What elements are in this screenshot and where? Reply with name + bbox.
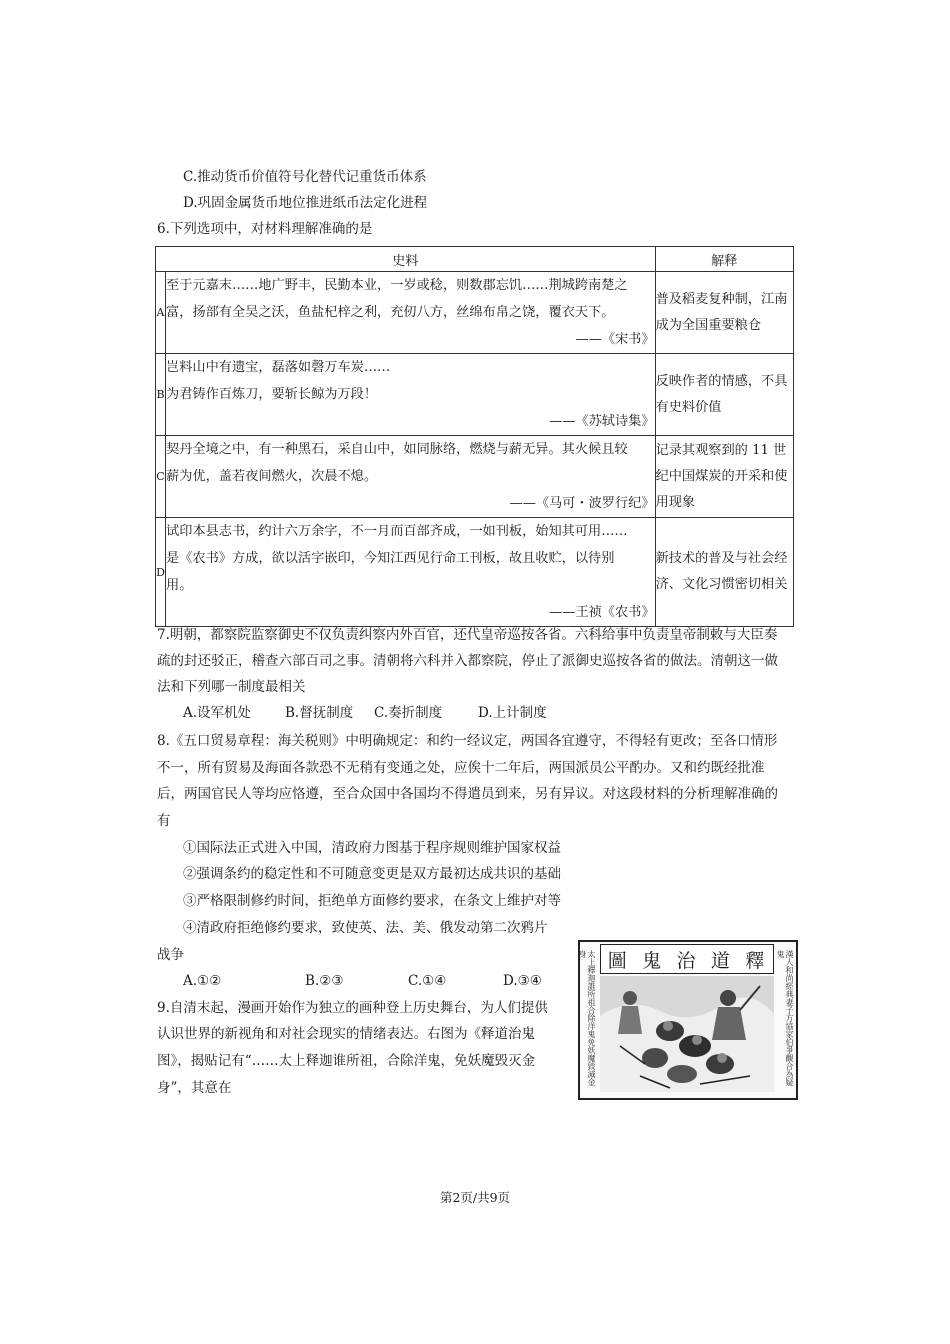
- q9-line: 身”，其意在: [157, 1080, 232, 1096]
- row-source: [166, 354, 656, 436]
- q8-line: 有: [157, 813, 171, 829]
- table-row-a: [156, 272, 794, 354]
- q7-option-d: D.上计制度: [478, 705, 547, 721]
- q8-option-a: A.①②: [183, 973, 222, 989]
- q8-statement-cont: 战争: [157, 947, 184, 963]
- header-source: 史料: [156, 247, 656, 272]
- figure-right-caption: 漢人和尚經典妻子方協家伯爭觀合為疑鬼: [776, 950, 794, 1086]
- q8-line: 不一，所有贸易及海面各款恐不无稍有变通之处，应俟十二年后，两国派员公平酌办。又和约既经批准: [157, 760, 765, 776]
- source-line: 试印本县志书，约计六万余字，不一月而百部齐成，一如刊板，始知其可用……: [166, 524, 628, 539]
- page-number: 第2页/共9页: [439, 1190, 511, 1205]
- q5-option-d: D.巩固金属货币地位推进纸币法定化进程: [183, 195, 428, 211]
- explain-line: 普及稻麦复种制，江南: [655, 291, 788, 307]
- row-explanation: [655, 436, 793, 518]
- explain-line: 用现象: [655, 494, 696, 510]
- q9-line: 9.自清末起，漫画开始作为独立的画种登上历史舞台，为人们提供: [157, 1000, 548, 1016]
- source-line: 用。: [166, 578, 193, 593]
- cartoon-figure: [578, 940, 798, 1100]
- source-citation: ——《马可・波罗行纪》: [509, 496, 655, 511]
- q8-statement: ④清政府拒绝修约要求，致使英、法、美、俄发动第二次鸦片: [183, 920, 548, 936]
- q8-statement: ③严格限制修约时间，拒绝单方面修约要求，在条文上维护对等: [183, 893, 561, 909]
- source-line: 富，扬部有全吴之沃，鱼盐杞梓之利，充仞八方，丝绵布帛之饶，覆衣天下。: [166, 305, 615, 320]
- explain-line: 济、文化习惯密切相关: [655, 577, 788, 592]
- source-line: 是《农书》方成，欲以活字嵌印，今知江西见行命工刊板，故且收贮，以待别: [166, 551, 615, 566]
- q8-line: 后，两国官民人等均应恪遵，至合众国中各国均不得遣员到来，另有异议。对这段材料的分析理解准确的: [157, 786, 778, 802]
- source-citation: ——王祯《农书》: [549, 605, 655, 620]
- q7-option-c: C.奏折制度: [374, 705, 443, 721]
- q7-option-b: B.督抚制度: [285, 705, 354, 721]
- title-char: 治: [676, 949, 698, 972]
- explain-line: 有史料价值: [655, 399, 722, 415]
- q7-line: 疏的封还驳正，稽查六部百司之事。清朝将六科并入都察院，停止了派御史巡按各省的做法。清朝这一做: [157, 653, 778, 669]
- title-char: 道: [710, 949, 732, 972]
- source-line: 薪为优，盖若夜间燃火，次晨不熄。: [166, 469, 378, 484]
- row-label: D: [156, 518, 166, 627]
- source-line: 契丹全境之中，有一种黑石，采自山中，如同脉络，燃烧与薪无异。其火候且较: [166, 442, 628, 457]
- row-explanation: [655, 272, 793, 354]
- q8-line: 8.《五口贸易章程：海关税则》中明确规定：和约一经议定，两国各宜遵守，不得轻有更改；至各口情形: [157, 733, 778, 749]
- title-char: 釋: [745, 949, 767, 972]
- table-row-d: [156, 518, 794, 627]
- title-char: 鬼: [642, 949, 664, 972]
- row-label: A: [156, 272, 166, 354]
- source-citation: ——《苏轼诗集》: [549, 414, 655, 429]
- q9-line: 图》，揭贴记有“……太上释迦谁所祖，合除洋鬼，免妖魔毁灭金: [157, 1053, 536, 1069]
- table-row-c: [156, 436, 794, 518]
- q8-option-c: C.①④: [408, 973, 447, 989]
- q8-option-d: D.③④: [503, 973, 542, 989]
- q9-line: 认识世界的新视角和对社会现实的情绪表达。右图为《释道治鬼: [157, 1026, 535, 1042]
- explain-line: 成为全国重要粮仓: [655, 317, 762, 333]
- q6-stem: 6.下列选项中，对材料理解准确的是: [157, 221, 373, 237]
- explain-line: 反映作者的情感，不具: [655, 373, 788, 389]
- cartoon-illustration: [600, 976, 774, 1092]
- q5-option-c: C.推动货币价值符号化替代记重货币体系: [183, 169, 427, 185]
- title-char: 圖: [607, 949, 629, 972]
- q7-option-a: A.设军机处: [183, 705, 252, 721]
- source-line: 岂料山中有遗宝，磊落如磬万车炭……: [166, 360, 391, 375]
- q8-statement: ①国际法正式进入中国，清政府力图基于程序规则维护国家权益: [183, 840, 561, 856]
- q7-line: 法和下列哪一制度最相关: [157, 679, 306, 695]
- row-source: [166, 518, 656, 627]
- q8-statement: ②强调条约的稳定性和不可随意变更是双方最初达成共识的基础: [183, 866, 561, 882]
- source-line: 为君铸作百炼刀，要斩长鲸为万段！: [166, 387, 378, 402]
- q7-line: 7.明朝，都察院监察御史不仅负责纠察内外百官，还代皇帝巡按各省。六科给事中负责皇帝制敕与大臣奏: [157, 627, 778, 643]
- row-label: B: [156, 354, 166, 436]
- source-line: 至于元嘉末……地广野丰，民勤本业，一岁或稔，则数郡忘饥……荆城跨南楚之: [166, 278, 628, 293]
- explain-line: 纪中国煤炭的开采和使: [655, 468, 788, 484]
- row-label: C: [156, 436, 166, 518]
- source-citation: ——《宋书》: [575, 332, 655, 347]
- figure-title: [600, 944, 774, 974]
- explain-line: 记录其观察到的 11 世: [655, 442, 787, 458]
- row-source: [166, 436, 656, 518]
- q8-option-b: B.②③: [305, 973, 344, 989]
- figure-left-caption: 太上釋迦誰所祖合除洋鬼免妖魔毀滅金身: [578, 950, 596, 1086]
- table-row-b: [156, 354, 794, 436]
- row-explanation: [655, 354, 793, 436]
- row-source: [166, 272, 656, 354]
- table-header-row: [156, 247, 794, 272]
- row-explanation: [655, 518, 793, 627]
- q6-material-table: [155, 246, 794, 627]
- explain-line: 新技术的普及与社会经: [655, 551, 788, 566]
- header-explain: 解释: [655, 247, 793, 272]
